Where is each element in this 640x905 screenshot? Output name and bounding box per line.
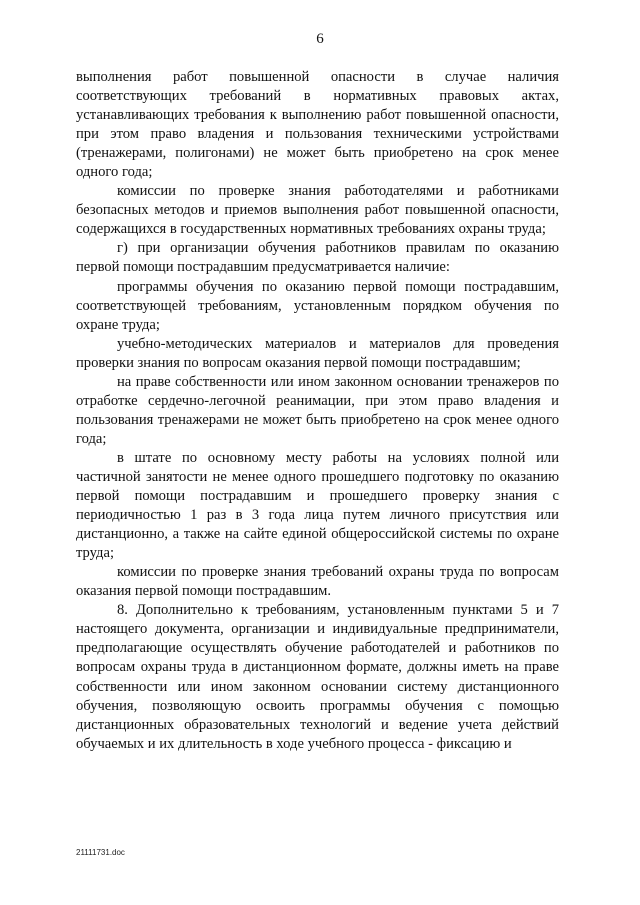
- paragraph: 8. Дополнительно к требованиям, установленным пунктами 5 и 7 настоящего документа, организации и индивидуальные предприниматели, предполагающие осуществлять обучение работодателей и работников по вопросам охраны труда в дистанционном формате, должны иметь на праве собственности или ином законном основании систему дистанционного обучения, позволяющую освоить программы обучения с помощью дистанционных образовательных технологий и ведение учета действий обучаемых и их длительность в ходе учебного процесса - фиксацию и: [76, 602, 559, 752]
- paragraph: учебно-методических материалов и материалов для проведения проверки знания по вопросам оказания первой помощи пострадавшим;: [76, 335, 559, 371]
- paragraph: выполнения работ повышенной опасности в случае наличия соответствующих требований в нормативных правовых актах, устанавливающих требования к выполнению работ повышенной опасности, при этом право владения и пользования техническими устройствами (тренажерами, полигонами) не может быть приобретено на срок менее одного года;: [76, 69, 559, 181]
- paragraph: комиссии по проверке знания требований охраны труда по вопросам оказания первой помощи пострадавшим.: [76, 564, 559, 600]
- paragraph: комиссии по проверке знания работодателями и работниками безопасных методов и приемов выполнения работ повышенной опасности, содержащихся в государственных нормативных требованиях охраны труда;: [76, 183, 559, 238]
- paragraph: программы обучения по оказанию первой помощи пострадавшим, соответствующей требованиям, установленным порядком обучения по охране труда;: [76, 278, 559, 333]
- paragraph: г) при организации обучения работников правилам по оказанию первой помощи пострадавшим предусматривается наличие:: [76, 240, 559, 276]
- page-number: 6: [316, 31, 324, 47]
- file-name-footer: 21111731.doc: [76, 848, 125, 857]
- paragraph: в штате по основному месту работы на условиях полной или частичной занятости не менее одного прошедшего подготовку по оказанию первой помощи пострадавшим и прошедшего проверку знания с периодичностью 1 раз в 3 года лица путем личного присутствия или дистанционно, а также на сайте единой общероссийской системы по охране труда;: [76, 449, 559, 562]
- document-body: [76, 68, 559, 754]
- paragraph: на праве собственности или ином законном основании тренажеров по отработке сердечно-легочной реанимации, при этом право владения и пользования тренажерами не может быть приобретено на срок менее одного года;: [76, 373, 559, 447]
